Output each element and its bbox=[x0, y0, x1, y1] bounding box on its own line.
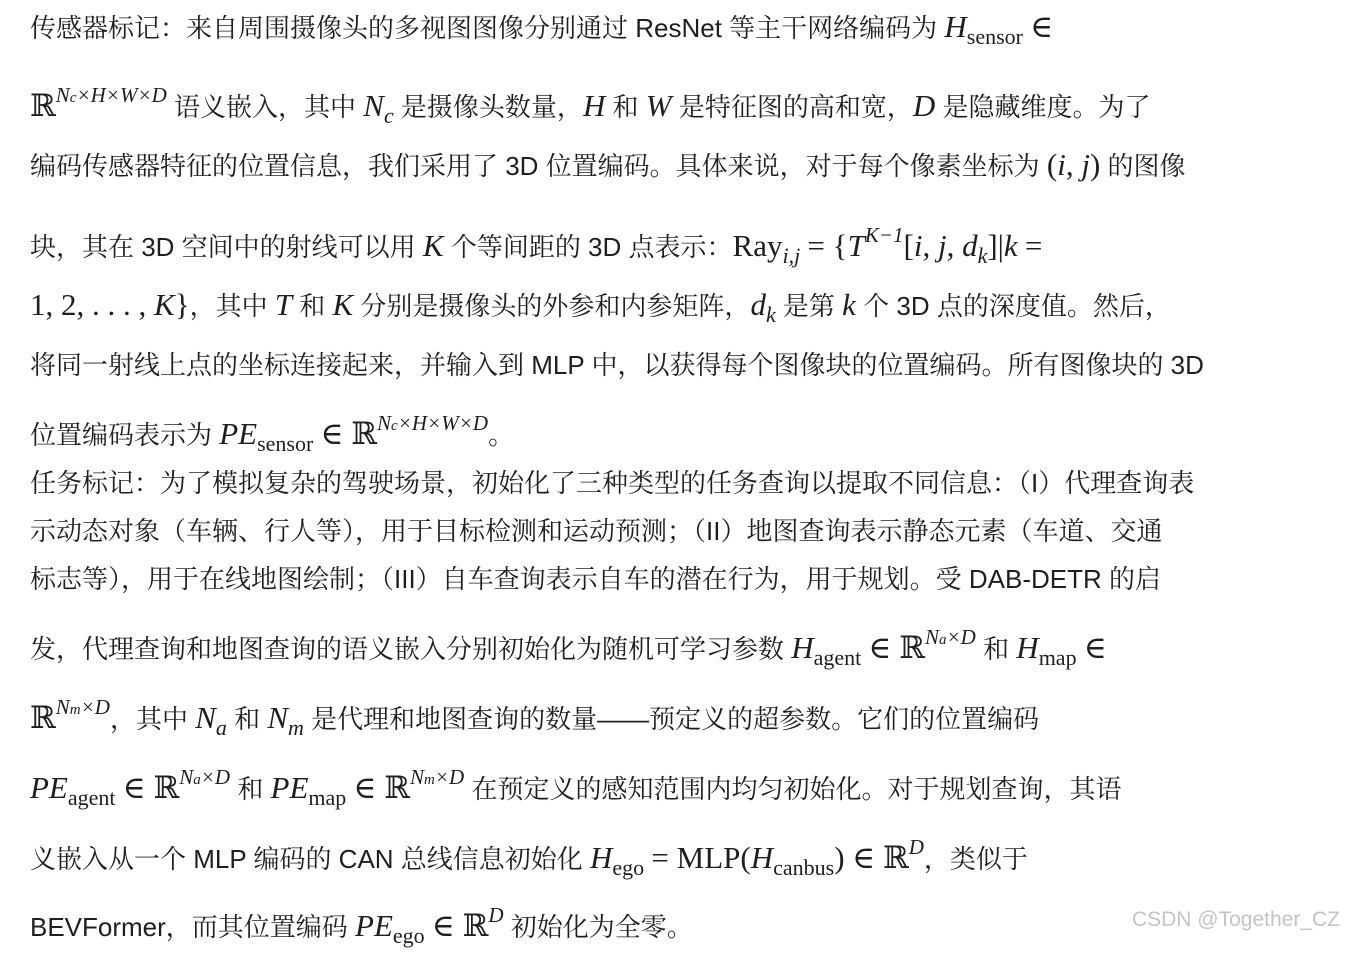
text-line-9: 示动态对象（车辆、行人等），用于目标检测和运动预测；（II）地图查询表示静态元素（车道、交通 bbox=[30, 516, 1163, 546]
text-line-15: BEVFormer，而其位置编码 $PE_{ego}$ ∈ ℝ$^D$ 初始化为全零。 bbox=[30, 903, 693, 948]
text-line-8: 任务标记：为了模拟复杂的驾驶场景，初始化了三种类型的任务查询以提取不同信息：（I）代理查询表 bbox=[30, 468, 1195, 498]
line-content: 传感器标记：来自周围摄像头的多视图图像分别通过 ResNet 等主干网络编码为 $H_{sensor}$ ∈ bbox=[30, 9, 1054, 49]
text-line-7: 位置编码表示为 $PE_{sensor}$ ∈ ℝ$^{Nc\times H\times W\times D}$。 bbox=[30, 411, 515, 456]
text-line-4: 块，其在 3D 空间中的射线可以用 K 个等间距的 3D 点表示：$Ray_{i,j} = \{T^{K-1}[i$, j, $d_k]|k$ = bbox=[30, 223, 1043, 268]
text-line-13: $PE_{agent}$ ∈ ℝ$^{Na\times D}$ 和 $PE_{map}$ ∈ ℝ$^{Nm\times D}$ 在预定义的感知范围内均匀初始化。对于规划查询，其语 bbox=[30, 765, 1122, 810]
text-line-1 bbox=[30, 10, 1053, 54]
text-line-12: ℝ$^{Nm\times D}$，其中 $N_a$ 和 $N_m$ 是代理和地图查询的数量——预定义的超参数。它们的位置编码 bbox=[30, 695, 1040, 740]
text-line-2: ℝ$^{Nc\times H\times W\times D}$ 语义嵌入，其中 $N_c$ 是摄像头数量，H 和 W 是特征图的高和宽，D 是隐藏维度。为了 bbox=[30, 83, 1151, 128]
text-line-11: 发，代理查询和地图查询的语义嵌入分别初始化为随机可学习参数 $H_{agent}$ ∈ ℝ$^{Na\times D}$ 和 $H_{map}$ ∈ bbox=[30, 625, 1107, 670]
csdn-watermark: CSDN @Together_CZ bbox=[1131, 908, 1340, 931]
text-line-14: 义嵌入从一个 MLP 编码的 CAN 总线信息初始化 $H_{ego} = MLP(H_{canbus})$ ∈ ℝ$^D$，类似于 bbox=[30, 835, 1028, 880]
text-line-5: 1, 2, . . . , K}，其中 T 和 K 分别是摄像头的外参和内参矩阵，$d_k$ 是第 k 个 3D 点的深度值。然后， bbox=[30, 287, 1171, 327]
text-line-10: 标志等），用于在线地图绘制；（III）自车查询表示自车的潜在行为，用于规划。受 DAB-DETR 的启 bbox=[30, 564, 1162, 594]
text-line-6: 将同一射线上点的坐标连接起来，并输入到 MLP 中，以获得每个图像块的位置编码。所有图像块的 3D bbox=[30, 350, 1204, 380]
text-line-3: 编码传感器特征的位置信息，我们采用了 3D 位置编码。具体来说，对于每个像素坐标为 (i, j) 的图像 bbox=[30, 147, 1186, 182]
